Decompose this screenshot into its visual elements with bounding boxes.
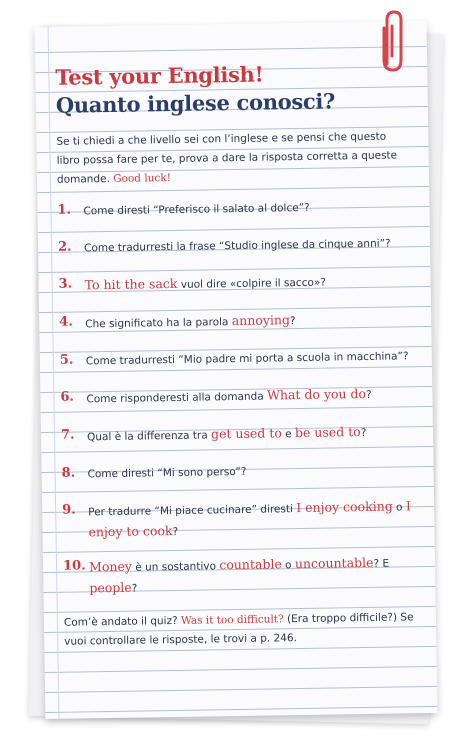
quiz-content xyxy=(55,59,416,662)
english-phrase-2: be used to xyxy=(294,424,361,441)
outro-text-end: (Era troppo difficile?) Se vuoi controllare le risposte, le trovi a p. 246. xyxy=(64,611,414,648)
title-english: Test your English! xyxy=(55,61,264,90)
english-phrase-4: people xyxy=(89,579,132,596)
question-number: 9. xyxy=(62,502,76,518)
english-phrase-2: countable xyxy=(219,556,282,573)
question-text-end: ? xyxy=(172,525,179,539)
question-9 xyxy=(62,496,415,544)
question-number: 8. xyxy=(61,465,76,481)
question-1 xyxy=(57,196,409,222)
question-8 xyxy=(61,459,413,485)
question-number: 6. xyxy=(60,389,75,405)
question-text: Come diresti “Mi sono perso”? xyxy=(87,465,247,481)
good-luck-highlight: Good luck! xyxy=(113,171,171,185)
question-number: 4. xyxy=(59,314,73,330)
question-text: Come tradurresti “Mio padre mi porta a scuola in macchina”? xyxy=(85,350,409,368)
question-4 xyxy=(59,308,411,335)
intro-paragraph xyxy=(56,127,409,190)
english-phrase: Money xyxy=(88,558,133,575)
question-2 xyxy=(58,233,410,259)
question-10 xyxy=(63,552,416,600)
question-number: 10. xyxy=(62,558,86,574)
question-text-end: ? xyxy=(360,426,367,440)
intro-text: Se ti chiedi a che livello sei con l’inglese e se pensi che questo libro possa fare per te, prova a dare la risposta corretta a queste domande. xyxy=(56,130,398,186)
english-phrase: I enjoy cooking xyxy=(296,498,393,516)
question-text: Che significato ha la parola xyxy=(85,316,232,331)
question-text: vuol dire «colpire il sacco»? xyxy=(177,276,326,291)
question-6 xyxy=(60,383,412,410)
question-text: Per tradurre “Mi piace cucinare” diresti xyxy=(88,503,297,519)
question-text: Come tradurresti la frase “Studio inglese da cinque anni”? xyxy=(83,237,391,255)
question-number: 1. xyxy=(57,202,72,218)
question-number: 5. xyxy=(59,352,74,368)
outro-paragraph xyxy=(64,608,417,652)
title-italian: Quanto inglese conosci? xyxy=(55,88,336,118)
question-text: Qual è la differenza tra xyxy=(86,429,212,444)
question-5 xyxy=(60,346,412,372)
question-text-mid: o xyxy=(392,501,406,514)
outro-text: Com’è andato il quiz? xyxy=(63,614,182,629)
english-phrase: get used to xyxy=(210,425,282,442)
question-number: 3. xyxy=(58,276,73,292)
question-number: 7. xyxy=(60,427,75,443)
english-phrase-3: uncountable xyxy=(294,554,374,572)
question-text: è un sostantivo xyxy=(131,560,220,574)
paperclip-icon xyxy=(378,8,408,78)
question-7 xyxy=(61,421,413,448)
english-phrase: To hit the sack xyxy=(84,275,178,293)
question-text-end: ? xyxy=(131,582,138,595)
english-phrase: annoying xyxy=(231,312,291,329)
question-number: 2. xyxy=(57,239,72,255)
question-3 xyxy=(58,270,410,297)
question-text-mid: o xyxy=(281,559,295,572)
outro-highlight: Was it too difficult? xyxy=(180,613,284,627)
question-text-mid: e xyxy=(281,428,296,441)
question-text-end: ? xyxy=(365,388,372,401)
question-list xyxy=(57,196,415,599)
question-text-mid-2: ? E xyxy=(373,557,390,570)
question-text: Come diresti “Preferisco il salato al dolce”? xyxy=(83,201,310,218)
question-text-end: ? xyxy=(289,315,296,328)
english-phrase: What do you do xyxy=(266,385,367,403)
question-text: Come risponderesti alla domanda xyxy=(86,390,268,406)
english-phrase-2: I enjoy to cook xyxy=(88,498,411,540)
lined-paper xyxy=(35,21,438,719)
